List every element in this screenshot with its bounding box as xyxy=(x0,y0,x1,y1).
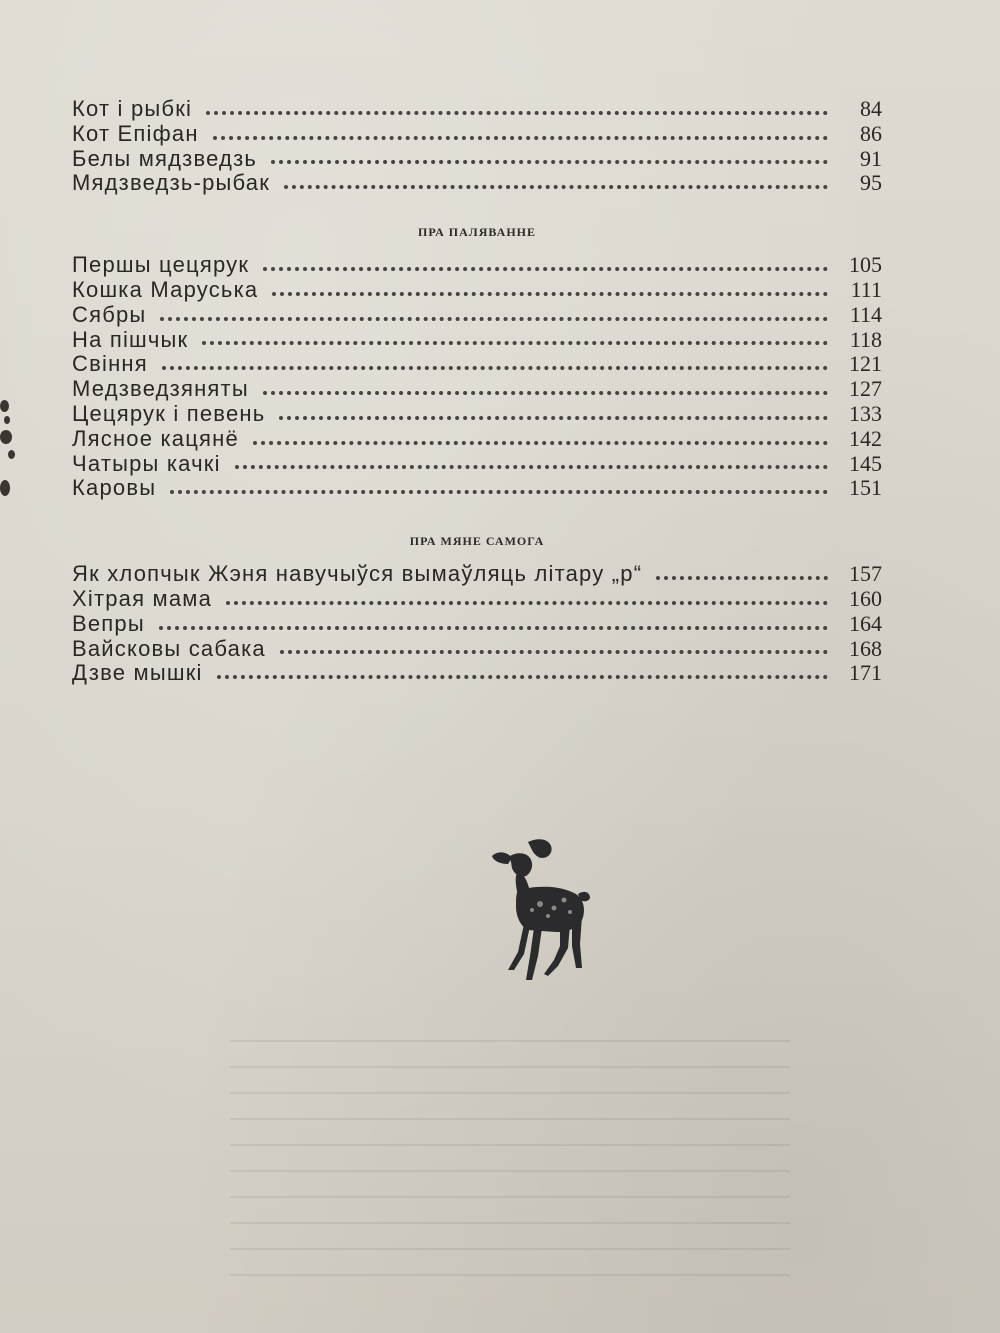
entry-title: Хітрая мама xyxy=(72,585,213,611)
entry-page-number: 133 xyxy=(849,400,882,426)
entry-title: Цецярук і певень xyxy=(72,400,266,426)
entry-page-number: 86 xyxy=(860,120,882,146)
dot-leader xyxy=(271,160,828,164)
toc-entry xyxy=(72,636,882,661)
dot-leader xyxy=(253,441,828,445)
toc-entry xyxy=(72,401,882,426)
toc-entry xyxy=(72,121,882,146)
toc-entry xyxy=(72,475,882,500)
entry-title: Медзведзяняты xyxy=(72,376,249,402)
entry-title: Першы цецярук xyxy=(72,252,250,278)
entry-title: Каровы xyxy=(72,475,157,501)
entry-page-number: 118 xyxy=(849,326,882,352)
dot-leader xyxy=(272,292,828,296)
dot-leader xyxy=(159,626,828,630)
entry-title: Лясное кацянё xyxy=(72,425,239,451)
dot-leader xyxy=(263,391,828,395)
dot-leader xyxy=(226,601,828,605)
toc-entry xyxy=(72,302,882,327)
toc-entry xyxy=(72,277,882,302)
entry-page-number: 145 xyxy=(849,450,882,476)
entry-title: Дзве мышкі xyxy=(72,660,203,686)
entry-title: Кот Епіфан xyxy=(72,120,199,146)
dot-leader xyxy=(656,576,828,580)
entry-title: Свіння xyxy=(72,351,148,377)
toc-entry xyxy=(72,561,882,586)
entry-page-number: 160 xyxy=(849,585,882,611)
entry-page-number: 168 xyxy=(849,635,882,661)
entry-page-number: 157 xyxy=(849,561,882,587)
entry-page-number: 84 xyxy=(860,96,882,121)
entry-page-number: 142 xyxy=(849,425,882,451)
entry-title: Сябры xyxy=(72,301,147,327)
toc-entry xyxy=(72,376,882,401)
entry-page-number: 164 xyxy=(849,610,882,636)
section-heading-hunting: ПРА ПАЛЯВАННЕ xyxy=(418,225,536,240)
toc-entry xyxy=(72,451,882,476)
toc-entry xyxy=(72,146,882,171)
toc-entry xyxy=(72,586,882,611)
dot-leader xyxy=(160,317,828,321)
dot-leader xyxy=(213,136,828,140)
page-edge-stain xyxy=(0,400,20,510)
dot-leader xyxy=(206,111,828,115)
fawn-emblem-icon xyxy=(484,836,594,984)
table-of-contents xyxy=(72,96,882,685)
dot-leader xyxy=(162,366,828,370)
toc-entry xyxy=(72,96,882,121)
dot-leader xyxy=(279,416,828,420)
dot-leader xyxy=(235,465,828,469)
dot-leader xyxy=(280,650,828,654)
entry-title: Кошка Маруська xyxy=(72,276,259,302)
entry-page-number: 171 xyxy=(849,660,882,686)
entry-page-number: 111 xyxy=(850,276,882,302)
entry-page-number: 105 xyxy=(849,252,882,278)
entry-page-number: 121 xyxy=(849,351,882,377)
toc-section-about-me xyxy=(72,561,882,685)
dot-leader xyxy=(284,185,828,189)
toc-entry xyxy=(72,611,882,636)
dot-leader xyxy=(263,267,828,271)
toc-section-hunting xyxy=(72,252,882,500)
entry-title: Белы мядзведзь xyxy=(72,145,258,171)
entry-page-number: 127 xyxy=(849,376,882,402)
entry-page-number: 151 xyxy=(849,475,882,501)
entry-page-number: 95 xyxy=(860,170,882,196)
entry-title: Вайсковы сабака xyxy=(72,635,266,661)
entry-title: Чатыры качкі xyxy=(72,450,221,476)
entry-title: Вепры xyxy=(72,610,145,636)
dot-leader xyxy=(202,341,828,345)
toc-entry xyxy=(72,426,882,451)
toc-section-continued xyxy=(72,96,882,195)
entry-title: Кот і рыбкі xyxy=(72,96,193,121)
entry-title: Як хлопчык Жэня навучыўся вымаўляць літару „р“ xyxy=(72,561,643,587)
dot-leader xyxy=(170,490,828,494)
entry-title: Мядзведзь-рыбак xyxy=(72,170,271,196)
dot-leader xyxy=(217,675,828,679)
toc-entry xyxy=(72,660,882,685)
section-heading-about-me: ПРА МЯНЕ САМОГА xyxy=(409,534,545,549)
toc-entry xyxy=(72,327,882,352)
entry-title: На пішчык xyxy=(72,326,189,352)
show-through-text xyxy=(230,1040,790,1280)
toc-entry xyxy=(72,170,882,195)
entry-page-number: 114 xyxy=(849,301,882,327)
entry-page-number: 91 xyxy=(860,145,882,171)
toc-entry xyxy=(72,351,882,376)
toc-entry xyxy=(72,252,882,277)
